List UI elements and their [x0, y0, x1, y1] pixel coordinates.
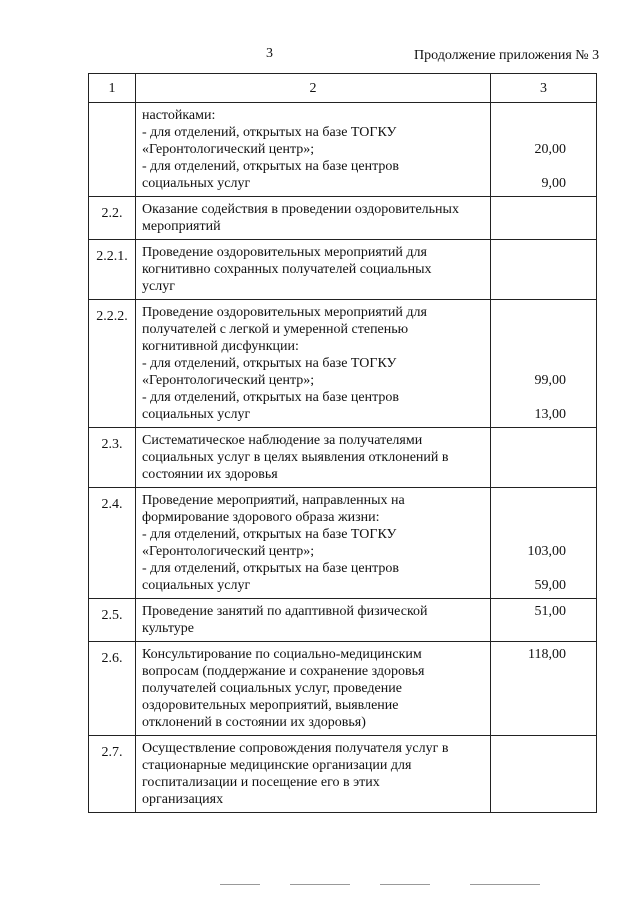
- description-line: госпитализации и посещение его в этих: [142, 775, 380, 790]
- description-line: «Геронтологический центр»;: [142, 142, 315, 157]
- tariff-value: [491, 240, 597, 300]
- description-line: - для отделений, открытых на базе центров: [142, 561, 400, 576]
- description-line: Проведение мероприятий, направленных на: [142, 493, 405, 508]
- tariff-value: [491, 488, 597, 599]
- tariff-value: [491, 103, 597, 197]
- description-line: Систематическое наблюдение за получателями: [142, 433, 423, 448]
- service-description: [136, 240, 491, 300]
- service-description: [136, 736, 491, 813]
- service-description: [136, 488, 491, 599]
- description-line: «Геронтологический центр»;: [142, 373, 315, 388]
- tariff-value: [491, 642, 597, 736]
- table-row: [89, 599, 597, 642]
- description-line: состоянии их здоровья: [142, 467, 278, 482]
- description-line: социальных услуг: [142, 578, 251, 593]
- tariff-value-line: 13,00: [534, 407, 566, 422]
- description-line: получателей социальных услуг, проведение: [142, 681, 402, 696]
- description-line: оздоровительных мероприятий, выявление: [142, 698, 399, 713]
- table-row: [89, 240, 597, 300]
- tariff-value-line: 59,00: [534, 578, 566, 593]
- tariff-value-line: [495, 107, 566, 124]
- table-row: [89, 642, 597, 736]
- description-line: - для отделений, открытых на базе центров: [142, 159, 400, 174]
- table-row: [89, 488, 597, 599]
- description-line: - для отделений, открытых на базе ТОГКУ: [142, 527, 397, 542]
- tariff-value-line: 20,00: [534, 142, 566, 157]
- description-line: настойками:: [142, 108, 216, 123]
- tariff-value-line: [495, 560, 566, 577]
- description-line: организациях: [142, 792, 224, 807]
- column-header-number: 1: [89, 74, 136, 103]
- description-line: - для отделений, открытых на базе центров: [142, 390, 400, 405]
- description-line: культуре: [142, 621, 194, 636]
- service-description: [136, 428, 491, 488]
- tariff-value-line: [495, 158, 566, 175]
- tariff-value-line: [495, 492, 566, 509]
- description-line: Консультирование по социально-медицинским: [142, 647, 422, 662]
- description-line: Проведение оздоровительных мероприятий для: [142, 305, 427, 320]
- row-number: 2.7.: [89, 736, 136, 813]
- row-number: 2.2.: [89, 197, 136, 240]
- row-number: 2.6.: [89, 642, 136, 736]
- description-line: когнитивно сохранных получателей социальных: [142, 262, 432, 277]
- tariff-value-line: [495, 321, 566, 338]
- service-description: [136, 642, 491, 736]
- row-number: 2.2.1.: [89, 240, 136, 300]
- service-description: [136, 300, 491, 428]
- tariff-value-line: 99,00: [534, 373, 566, 388]
- services-table: [88, 73, 597, 813]
- service-description: [136, 599, 491, 642]
- description-line: мероприятий: [142, 219, 221, 234]
- column-header-service: 2: [136, 74, 491, 103]
- row-number: 2.4.: [89, 488, 136, 599]
- service-description: [136, 197, 491, 240]
- description-line: Оказание содействия в проведении оздоровительных: [142, 202, 459, 217]
- table-body: [89, 103, 597, 813]
- description-line: стационарные медицинские организации для: [142, 758, 412, 773]
- tariff-value-line: [495, 509, 566, 526]
- tariff-value: [491, 599, 597, 642]
- table-row: [89, 197, 597, 240]
- continuation-label: Продолжение приложения № 3: [414, 48, 600, 63]
- table-row: [89, 103, 597, 197]
- page-number: 3: [266, 46, 273, 61]
- tariff-value-line: [495, 338, 566, 355]
- tariff-value-line: [495, 124, 566, 141]
- row-number: 2.3.: [89, 428, 136, 488]
- row-number: 2.2.2.: [89, 300, 136, 428]
- tariff-value: [491, 300, 597, 428]
- description-line: «Геронтологический центр»;: [142, 544, 315, 559]
- column-header-tariff: 3: [491, 74, 597, 103]
- table-row: [89, 736, 597, 813]
- description-line: - для отделений, открытых на базе ТОГКУ: [142, 125, 397, 140]
- tariff-value-line: [495, 526, 566, 543]
- description-line: Проведение занятий по адаптивной физической: [142, 604, 428, 619]
- tariff-value-line: [495, 355, 566, 372]
- tariff-value: [491, 428, 597, 488]
- tariff-value-line: 51,00: [534, 604, 566, 619]
- service-description: [136, 103, 491, 197]
- scan-artifact-marks: [200, 884, 560, 888]
- table-header-row: [89, 74, 597, 103]
- row-number: 2.5.: [89, 599, 136, 642]
- tariff-value-line: 9,00: [541, 176, 566, 191]
- row-number: [89, 103, 136, 197]
- tariff-value: [491, 197, 597, 240]
- description-line: отклонений в состоянии их здоровья): [142, 715, 366, 730]
- description-line: - для отделений, открытых на базе ТОГКУ: [142, 356, 397, 371]
- table-row: [89, 300, 597, 428]
- description-line: Осуществление сопровождения получателя услуг в: [142, 741, 449, 756]
- description-line: социальных услуг в целях выявления отклонений в: [142, 450, 449, 465]
- description-line: Проведение оздоровительных мероприятий для: [142, 245, 427, 260]
- tariff-value-line: [495, 389, 566, 406]
- tariff-value-line: 118,00: [528, 647, 566, 662]
- description-line: получателей с легкой и умеренной степенью: [142, 322, 409, 337]
- description-line: услуг: [142, 279, 175, 294]
- table-row: [89, 428, 597, 488]
- tariff-value-line: 103,00: [527, 544, 566, 559]
- description-line: формирование здорового образа жизни:: [142, 510, 380, 525]
- description-line: социальных услуг: [142, 176, 251, 191]
- tariff-value: [491, 736, 597, 813]
- tariff-value-line: [495, 304, 566, 321]
- description-line: вопросам (поддержание и сохранение здоровья: [142, 664, 425, 679]
- description-line: социальных услуг: [142, 407, 251, 422]
- description-line: когнитивной дисфункции:: [142, 339, 299, 354]
